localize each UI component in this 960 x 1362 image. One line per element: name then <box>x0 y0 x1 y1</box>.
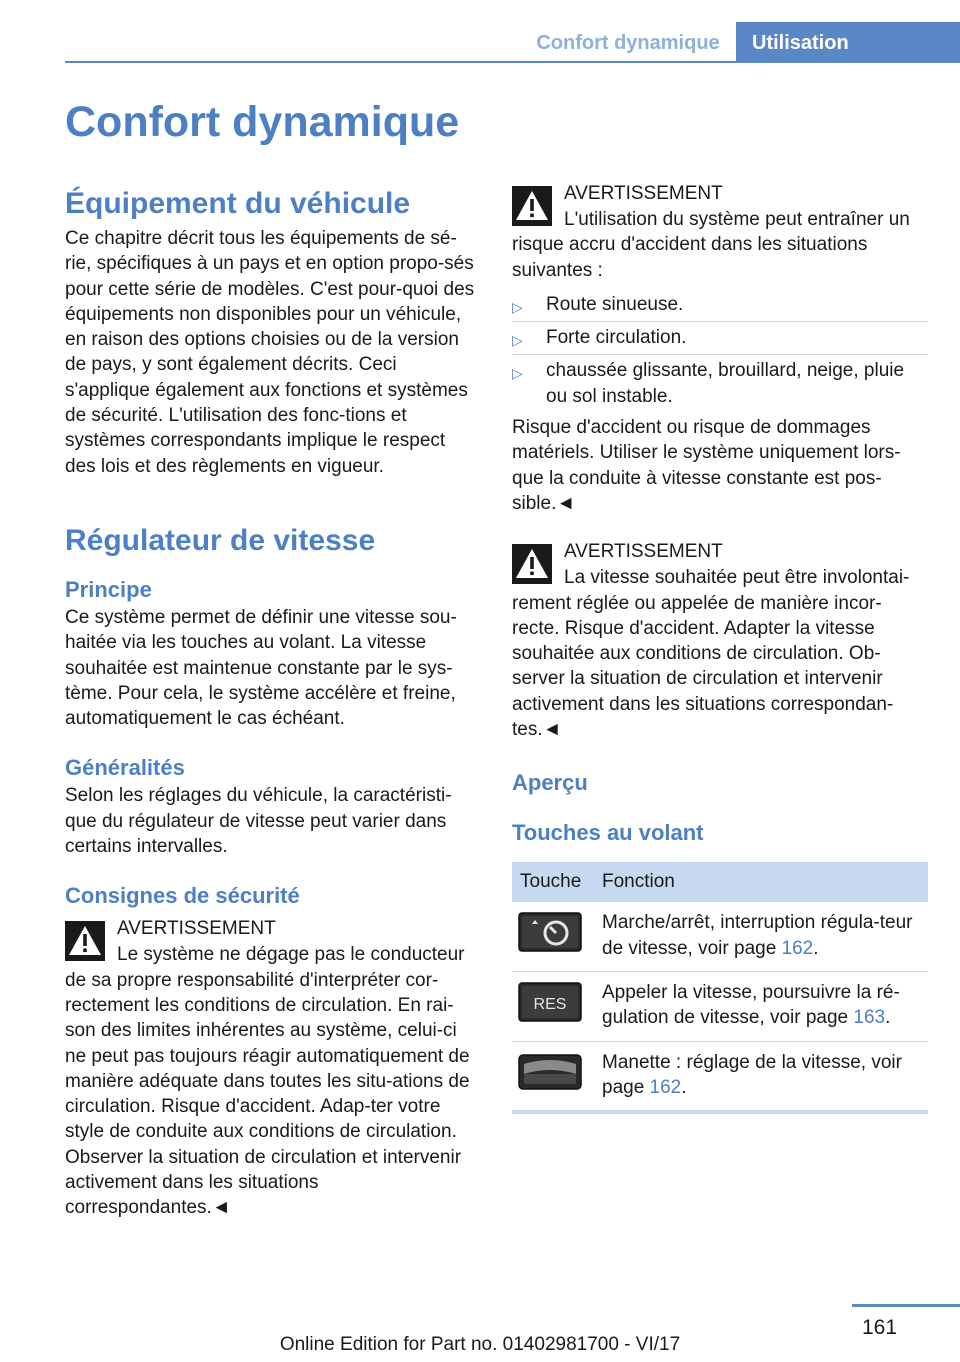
cruise-control-button-icon <box>518 912 582 952</box>
res-key-label: RES <box>533 995 567 1013</box>
page-link[interactable]: 163 <box>853 1007 886 1029</box>
list-item: ▷ Forte circulation. <box>512 322 928 355</box>
heading-regulateur: Régulateur de vitesse <box>65 523 376 557</box>
header-section-title: Confort dynamique <box>536 32 720 54</box>
warning-triangle-icon <box>512 186 552 226</box>
col-fonction: Fonction <box>594 862 928 902</box>
warning-title: AVERTISSEMENT <box>564 183 723 204</box>
rocker-switch-icon <box>518 1052 582 1092</box>
res-button-icon <box>518 982 582 1022</box>
list-item: ▷ Route sinueuse. <box>512 289 928 322</box>
page-link[interactable]: 162 <box>781 937 814 959</box>
heading-consignes: Consignes de sécurité <box>65 883 300 909</box>
warning-text: La vitesse souhaitée peut être involontai‐rement réglée ou appelée de manière incor‐recte. Risque d'accident. Adapter la vitesse souhaitée aux conditions de circulation. Ob‐server la situation de circulation et intervenir activement dans les situations correspondan‐tes.◄ <box>512 567 910 741</box>
equipement-text: Ce chapitre décrit tous les équipements de sé‐rie, spécifiques à un pays et en option propo‐sés pour cette série de modèles. C'est pour‐quoi des équipements non disponibles pour un véhicule, en raison des options choisies ou de la version de pays, y sont également décrits. Ceci s'applique également aux fonctions et systèmes de sécurité. L'utilisation des fonc‐tions et systèmes correspondants implique le respect des lois et des règlements en vigueur. <box>65 228 475 477</box>
page-number: 161 <box>862 1316 898 1339</box>
right-column <box>512 180 928 1114</box>
warning-block-3 <box>512 538 928 742</box>
heading-equipement: Équipement du véhicule <box>65 187 411 220</box>
warning-title: AVERTISSEMENT <box>117 918 276 940</box>
heading-principe: Principe <box>65 576 152 602</box>
footer-edition: Online Edition for Part no. 01402981700 - VI/17 <box>279 1334 681 1355</box>
warning-triangle-icon <box>512 544 552 584</box>
warning-block-2 <box>512 180 928 283</box>
heading-apercu: Aperçu <box>512 770 588 796</box>
table-row: RES Appeler la vitesse, poursuivre la ré‐gulation de vitesse, voir page 163. <box>512 971 928 1041</box>
situation-list <box>512 289 928 413</box>
keys-table <box>512 862 928 1114</box>
risk-text: Risque d'accident ou risque de dommages matériels. Utiliser le système uniquement lors‐que la conduite à vitesse constante est pos‐sible.◄ <box>512 417 901 514</box>
page-link[interactable]: 162 <box>649 1076 682 1098</box>
triangle-bullet-icon: ▷ <box>512 365 523 382</box>
generalites-text: Selon les réglages du véhicule, la caractéristi‐que du régulateur de vitesse peut varier dans certains intervalles. <box>65 785 452 858</box>
page-title: Confort dynamique <box>65 98 460 146</box>
header-chapter-tab[interactable]: Utilisation <box>736 22 960 62</box>
principe-text: Ce système permet de définir une vitesse sou‐haitée via les touches au volant. La vitesse souhaitée est maintenue constante par le sys‐tème. Pour cela, le système accélère et freine, automatiquement le cas échéant. <box>65 606 457 730</box>
triangle-bullet-icon: ▷ <box>512 332 523 349</box>
table-row: Manette : réglage de la vitesse, voir page 162. <box>512 1041 928 1112</box>
heading-touches: Touches au volant <box>512 820 704 846</box>
page-number-rule <box>852 1304 960 1307</box>
warning-title: AVERTISSEMENT <box>564 541 723 563</box>
col-touche: Touche <box>512 862 594 902</box>
left-column <box>65 180 479 1221</box>
warning-text: L'utilisation du système peut entraîner un risque accru d'accident dans les situations suivantes : <box>512 209 910 281</box>
triangle-bullet-icon: ▷ <box>512 298 523 315</box>
list-item: ▷ chaussée glissante, brouillard, neige, pluie ou sol instable. <box>512 360 905 407</box>
table-header-row <box>512 862 928 902</box>
heading-generalites: Généralités <box>65 755 185 781</box>
warning-text: Le système ne dégage pas le conducteur de sa propre responsabilité d'interpréter cor‐rectement les conditions de circulation. En rai‐son des limites inhérentes au système, celui-ci ne peut pas toujours réagir automatiquement de manière adéquate dans toutes les situ‐ations de circulation. Risque d'accident. Adap‐ter votre style de conduite aux conditions de circulation. Observer la situation de circulation et intervenir activement dans les situations correspondantes.◄ <box>65 944 470 1219</box>
table-row: Marche/arrêt, interruption régula‐teur de vitesse, voir page 162. <box>512 902 928 971</box>
warning-block-1 <box>65 915 479 1220</box>
warning-triangle-icon <box>65 921 105 961</box>
